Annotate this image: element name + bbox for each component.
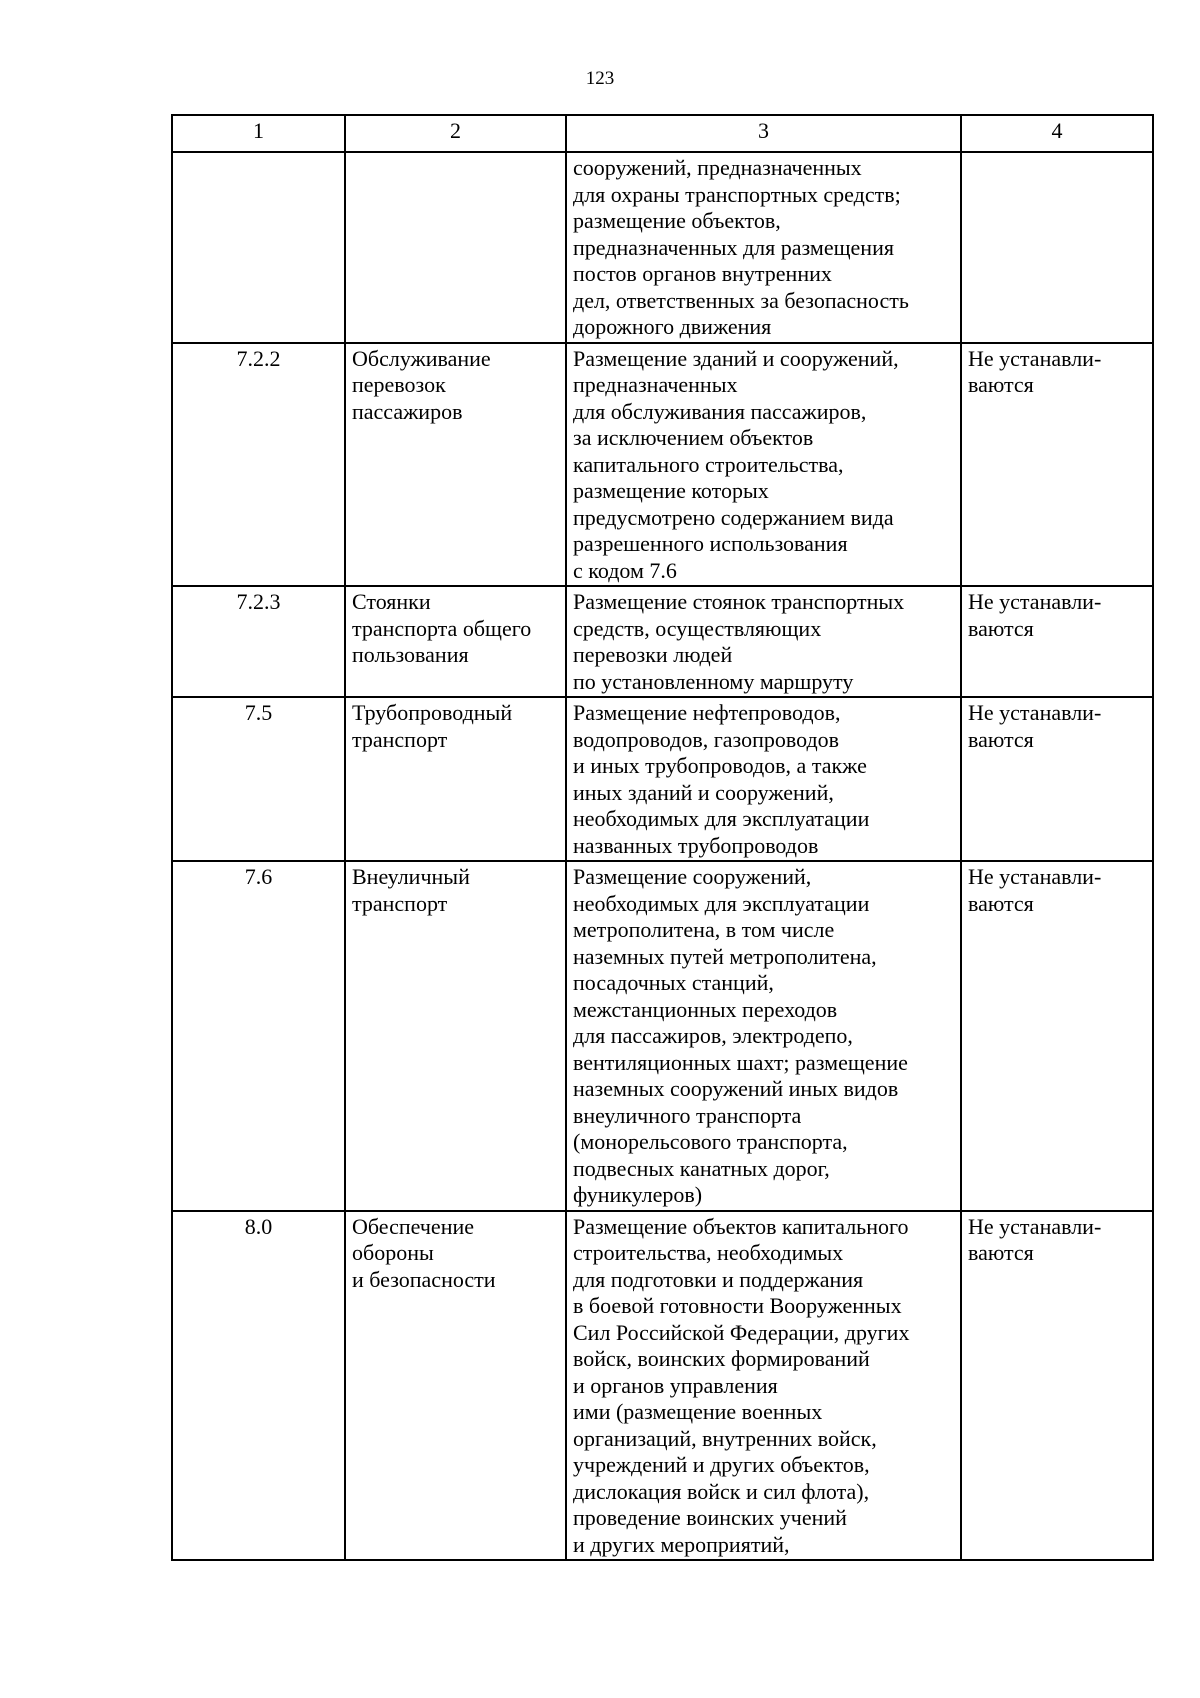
limits-line: ваются [968,1240,1034,1265]
limits-line: ваются [968,615,1034,641]
use-name-line: транспорт [352,726,448,752]
limits-line: Не устанавли- [968,1213,1102,1239]
limits-cell [961,343,1153,587]
column-header-4: 4 [961,115,1153,152]
description-line: и иных трубопроводов, а также [573,753,867,778]
description-line: необходимых для эксплуатации [573,806,870,831]
description-line: Размещение стоянок транспортных [573,589,905,614]
limits-line: Не устанавли- [968,345,1102,371]
description-line: наземных путей метрополитена, [573,943,877,969]
description-line: перевозки людей [573,642,733,667]
description-line: Размещение зданий и сооружений, [573,345,899,371]
column-header-3: 3 [566,115,961,152]
limits-line: Не устанавли- [968,589,1102,614]
use-name-line: Стоянки [352,589,431,614]
description-cell [566,343,961,587]
land-use-table [171,114,1154,1561]
description-line: внеуличного транспорта [573,1102,802,1128]
description-line: по установленному маршруту [573,668,854,694]
limits-line: ваются [968,372,1034,397]
description-cell [566,697,961,861]
description-line: предусмотрено содержанием вида [573,504,894,530]
description-line: Размещение объектов капитального [573,1213,909,1239]
description-line: сооружений, предназначенных [573,155,862,180]
limits-line: Не устанавли- [968,700,1102,725]
use-name-line: пассажиров [352,398,463,424]
description-line: межстанционных переходов [573,996,838,1022]
description-line: для охраны транспортных средств; [573,181,901,207]
use-name-cell [345,343,566,587]
code-cell: 7.5 [172,697,345,861]
description-line: дорожного движения [573,314,772,339]
description-line: посадочных станций, [573,970,774,995]
use-name-cell [345,586,566,697]
column-header-1: 1 [172,115,345,152]
table-row [172,861,1153,1211]
description-line: предназначенных для размещения [573,234,894,260]
description-line: и органов управления [573,1372,778,1398]
description-cell [566,586,961,697]
use-name-cell [345,697,566,861]
description-line: размещение объектов, [573,208,781,233]
limits-line: Не устанавли- [968,864,1102,889]
description-line: подвесных канатных дорог, [573,1155,830,1181]
description-line: наземных сооружений иных видов [573,1076,899,1101]
description-line: постов органов внутренних [573,261,832,286]
table-row [172,697,1153,861]
use-name-line: Трубопроводный [352,700,513,725]
table-row [172,586,1153,697]
code-cell: 7.6 [172,861,345,1211]
limits-line: ваются [968,726,1034,752]
description-line: для подготовки и поддержания [573,1266,864,1292]
use-name-cell [345,152,566,343]
use-name-cell [345,861,566,1211]
description-cell [566,1211,961,1561]
code-cell: 7.2.3 [172,586,345,697]
description-line: для обслуживания пассажиров, [573,398,867,424]
limits-line: ваются [968,890,1034,916]
use-name-line: перевозок [352,372,446,397]
table-row [172,1211,1153,1561]
table-row [172,343,1153,587]
header-row [172,115,1153,152]
description-line: иных зданий и сооружений, [573,779,834,805]
description-line: организаций, внутренних войск, [573,1425,877,1451]
description-line: фуникулеров) [573,1182,703,1207]
description-line: Размещение сооружений, [573,864,812,889]
description-line: Размещение нефтепроводов, [573,700,841,725]
use-name-line: обороны [352,1240,434,1265]
limits-cell [961,1211,1153,1561]
table-header [172,115,1153,152]
table-body [172,152,1153,1560]
use-name-line: транспорт [352,890,448,916]
use-name-line: транспорта общего [352,615,532,641]
description-cell [566,861,961,1211]
limits-cell [961,697,1153,861]
description-line: для пассажиров, электродепо, [573,1023,853,1048]
page-number: 123 [585,68,615,89]
description-line: дел, ответственных за безопасность [573,287,909,313]
code-cell [172,152,345,343]
use-name-line: пользования [352,642,469,667]
description-line: водопроводов, газопроводов [573,726,840,752]
code-cell: 7.2.2 [172,343,345,587]
description-line: войск, воинских формирований [573,1346,870,1371]
description-line: дислокация войск и сил флота), [573,1478,870,1504]
use-name-line: Обеспечение [352,1213,474,1239]
use-name-cell [345,1211,566,1561]
description-line: размещение которых [573,478,769,503]
description-line: Сил Российской Федерации, других [573,1319,910,1345]
description-line: капитального строительства, [573,451,844,477]
table-row [172,152,1153,343]
description-line: необходимых для эксплуатации [573,890,870,916]
description-line: предназначенных [573,372,738,397]
description-line: строительства, необходимых [573,1240,844,1265]
description-line: в боевой готовности Вооруженных [573,1293,902,1318]
limits-cell [961,152,1153,343]
description-line: названных трубопроводов [573,832,819,858]
description-line: вентиляционных шахт; размещение [573,1049,908,1075]
description-line: за исключением объектов [573,425,814,450]
limits-cell [961,861,1153,1211]
use-name-line: Обслуживание [352,345,491,371]
use-name-line: Внеуличный [352,864,470,889]
description-line: и других мероприятий, [573,1531,790,1557]
code-cell: 8.0 [172,1211,345,1561]
limits-cell [961,586,1153,697]
description-line: проведение воинских учений [573,1505,847,1530]
description-cell [566,152,961,343]
description-line: метрополитена, в том числе [573,917,835,942]
description-line: ими (размещение военных [573,1399,823,1424]
use-name-line: и безопасности [352,1266,496,1292]
column-header-2: 2 [345,115,566,152]
description-line: учреждений и других объектов, [573,1452,870,1477]
description-line: разрешенного использования [573,531,848,556]
description-line: (монорельсового транспорта, [573,1129,848,1154]
description-line: с кодом 7.6 [573,557,677,583]
description-line: средств, осуществляющих [573,615,822,641]
